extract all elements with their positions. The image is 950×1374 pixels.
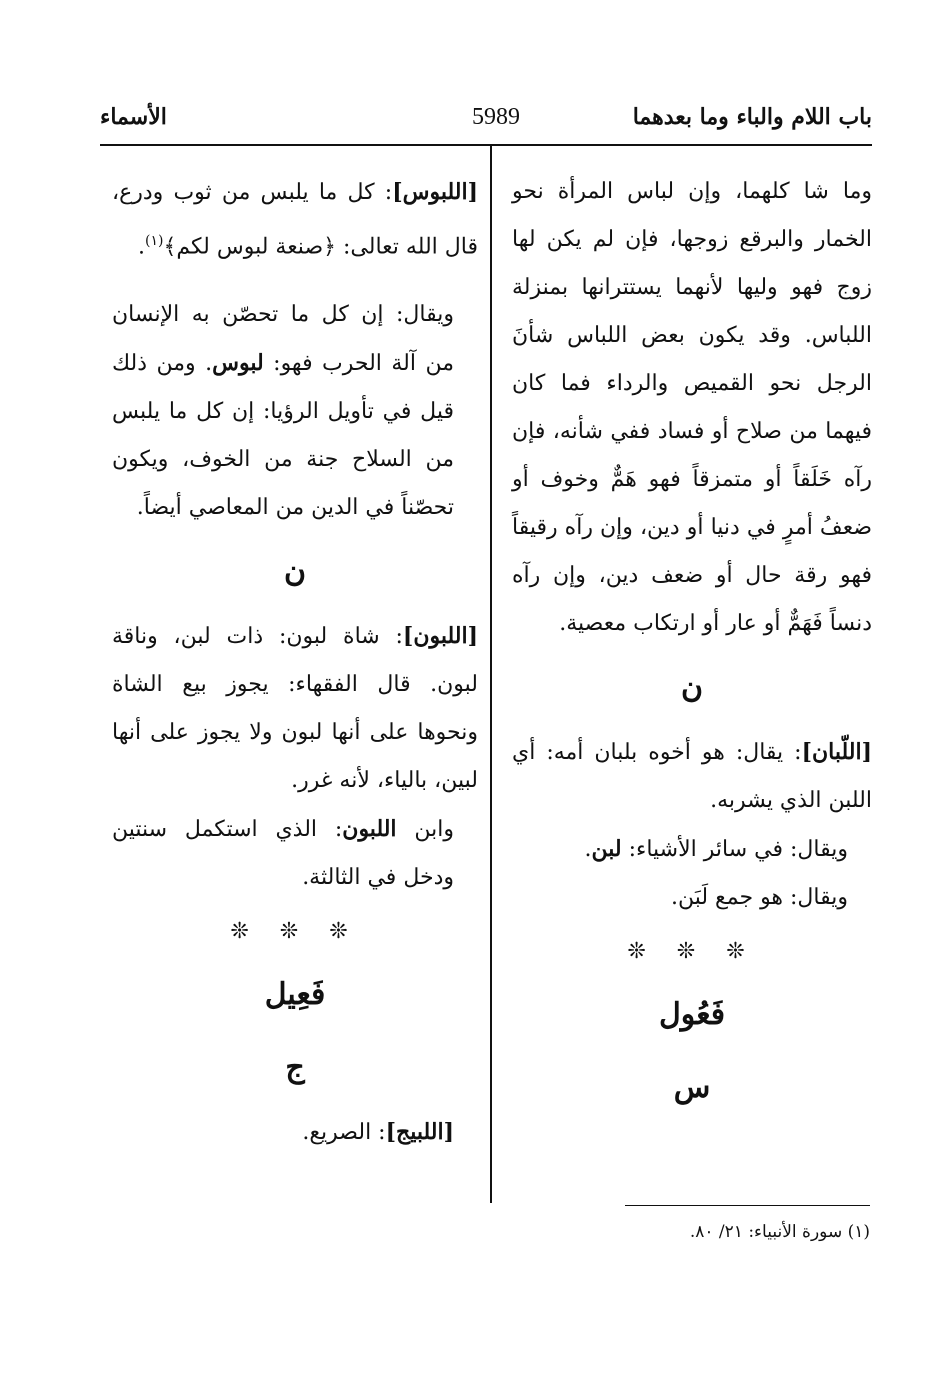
letter-heading: ج bbox=[285, 1050, 305, 1086]
headword: [اللبون] bbox=[402, 623, 478, 650]
letter-heading: ن bbox=[283, 554, 307, 590]
text: ويقال: إن كل ما تحصّن به الإنسان من آلة الحرب فهو: bbox=[112, 302, 454, 377]
column-divider bbox=[490, 145, 492, 1203]
footnote: (١) سورة الأنبياء: ٢١/ ٨٠. bbox=[689, 1222, 870, 1242]
left-column bbox=[112, 168, 478, 1157]
bold-term: اللبون bbox=[342, 816, 397, 843]
headword: [اللبوس] bbox=[392, 179, 478, 205]
section-title: الأسماء bbox=[100, 104, 167, 130]
definition: : كل ما يلبس من ثوب ودرع، قال الله تعالى: ﴿صنعة لبوس لكم﴾ bbox=[112, 180, 478, 260]
page-number: 5989 bbox=[472, 104, 520, 130]
letter-heading: ن bbox=[680, 670, 704, 705]
page-header bbox=[100, 104, 872, 144]
bold-term: لبوس bbox=[212, 350, 264, 377]
footnote-ref[interactable]: (١) bbox=[145, 233, 164, 249]
text: وابن bbox=[396, 817, 454, 843]
pattern-heading: فَعُول bbox=[658, 997, 726, 1032]
paragraph: وما شا كلهما، وإن لباس المرأة نحو الخمار والبرقع زوجها، فإن لم يكن لها زوج فهو وليها لأنهما يستترانها بمنزلة اللباس. وقد يكون بعض اللباس شأنَ الرجل نحو القميص والرداء فما كان فيهما من صلاح أو فساد ففي شأنه، فإن رآه خَلَقاً أو متمزقاً فهو هَمٌّ وخوف أو ضعفُ أمرٍ في دنيا أو دين، وإن رآه رقيقاً فهو رقة حال أو ضعف دين، وإن رآه دنساً فَهَمٌّ أو عار أو ارتكاب معصية. bbox=[512, 179, 873, 636]
headword: [اللبيج] bbox=[385, 1119, 454, 1146]
entry-labun bbox=[112, 612, 478, 805]
entry-labij bbox=[112, 1108, 478, 1157]
right-column bbox=[512, 168, 872, 1128]
bold-term: لبن bbox=[591, 836, 622, 862]
entry-labus: [اللبوس]: كل ما يلبس من ثوب ودرع، قال الله تعالى: ﴿صنعة لبوس لكم﴾$^{(١)}$. bbox=[112, 179, 478, 260]
text: : الذي استكمل سنتين ودخل في الثالثة. bbox=[112, 817, 454, 891]
text: ويقال: في سائر الأشياء: bbox=[621, 837, 848, 862]
paragraph: ويقال: هو جمع لَبَن. bbox=[670, 885, 848, 910]
definition: : الصريع. bbox=[302, 1120, 386, 1146]
letter-heading: س bbox=[673, 1070, 711, 1105]
header-rule bbox=[100, 144, 872, 146]
section-separator: ❊ ❊ ❊ bbox=[230, 919, 360, 945]
pattern-heading: فَعِيل bbox=[264, 977, 326, 1013]
definition: : يقال: هو أخوه بلبان أمه: أي اللبن الذي يشربه. bbox=[512, 740, 872, 813]
paragraph: ويقال: في سائر الأشياء: لبن. bbox=[584, 836, 848, 862]
chapter-title: باب اللام والباء وما بعدهما bbox=[632, 104, 872, 130]
footnote-rule bbox=[625, 1205, 870, 1206]
headword: [اللّبان] bbox=[801, 739, 872, 765]
definition: : شاة لبون: ذات لبن، وناقة لبون. قال الفقهاء: يجوز بيع الشاة ونحوها على أنها لبون ولا يجوز على أنها لبين، بالياء، لأنه غرر. bbox=[112, 624, 478, 794]
text: . ومن ذلك قيل في تأويل الرؤيا: إن كل ما يلبس من السلاح جنة من الخوف، ويكون تحصّناً في الدين من المعاصي أيضاً. bbox=[112, 351, 454, 521]
section-separator: ❊ ❊ ❊ bbox=[627, 939, 757, 964]
paragraph bbox=[112, 805, 478, 902]
entry-lubban bbox=[512, 728, 872, 825]
paragraph bbox=[112, 291, 478, 532]
